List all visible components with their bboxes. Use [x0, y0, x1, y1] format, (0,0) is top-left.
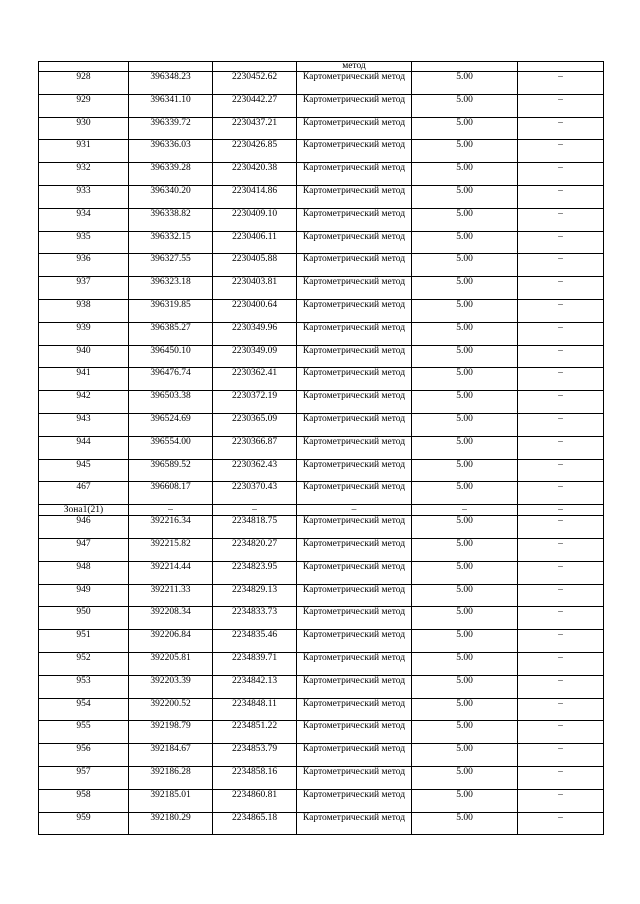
cell-description: –	[518, 505, 604, 516]
cell-accuracy	[412, 62, 518, 72]
cell-accuracy: 5.00	[412, 721, 518, 744]
cell-x: 392185.01	[129, 789, 213, 812]
table-row	[39, 231, 604, 254]
cell-accuracy: 5.00	[412, 94, 518, 117]
cell-description: –	[518, 254, 604, 277]
cell-accuracy: 5.00	[412, 675, 518, 698]
cell-accuracy: 5.00	[412, 459, 518, 482]
cell-y: 2234865.18	[213, 812, 297, 835]
cell-y: 2234858.16	[213, 766, 297, 789]
cell-method: Картометрический метод	[297, 766, 412, 789]
cell-x: 396503.38	[129, 391, 213, 414]
cell-point-number: 957	[39, 766, 129, 789]
cell-x: 396327.55	[129, 254, 213, 277]
cell-method: Картометрический метод	[297, 538, 412, 561]
cell-method: Картометрический метод	[297, 812, 412, 835]
cell-accuracy: –	[412, 505, 518, 516]
cell-y: 2234818.75	[213, 516, 297, 539]
cell-point-number	[39, 62, 129, 72]
cell-point-number: 955	[39, 721, 129, 744]
cell-y: 2230437.21	[213, 117, 297, 140]
cell-description: –	[518, 72, 604, 95]
table-row	[39, 812, 604, 835]
cell-method: метод	[297, 62, 412, 72]
cell-accuracy: 5.00	[412, 322, 518, 345]
cell-x: 392208.34	[129, 607, 213, 630]
cell-x: 392215.82	[129, 538, 213, 561]
cell-description: –	[518, 584, 604, 607]
cell-y: 2234860.81	[213, 789, 297, 812]
cell-x: 392206.84	[129, 630, 213, 653]
cell-x: 396385.27	[129, 322, 213, 345]
cell-y: 2230403.81	[213, 277, 297, 300]
table-row	[39, 391, 604, 414]
table-row	[39, 72, 604, 95]
cell-point-number: 932	[39, 163, 129, 186]
cell-point-number: 467	[39, 482, 129, 505]
cell-description: –	[518, 812, 604, 835]
cell-method: Картометрический метод	[297, 413, 412, 436]
table-row	[39, 413, 604, 436]
table-row	[39, 322, 604, 345]
cell-point-number: 942	[39, 391, 129, 414]
cell-method: Картометрический метод	[297, 436, 412, 459]
cell-accuracy: 5.00	[412, 163, 518, 186]
cell-y: 2230414.86	[213, 185, 297, 208]
cell-description: –	[518, 516, 604, 539]
cell-accuracy: 5.00	[412, 299, 518, 322]
cell-y: 2230349.09	[213, 345, 297, 368]
cell-x: 396450.10	[129, 345, 213, 368]
cell-y: 2230370.43	[213, 482, 297, 505]
cell-x: 392184.67	[129, 744, 213, 767]
cell-accuracy: 5.00	[412, 413, 518, 436]
cell-description	[518, 62, 604, 72]
cell-description: –	[518, 140, 604, 163]
table-row	[39, 140, 604, 163]
cell-y: 2234853.79	[213, 744, 297, 767]
cell-y: 2230405.88	[213, 254, 297, 277]
cell-description: –	[518, 459, 604, 482]
cell-method: Картометрический метод	[297, 789, 412, 812]
cell-accuracy: 5.00	[412, 368, 518, 391]
cell-x: 396589.52	[129, 459, 213, 482]
cell-point-number: 939	[39, 322, 129, 345]
cell-x: 392216.34	[129, 516, 213, 539]
cell-accuracy: 5.00	[412, 812, 518, 835]
cell-x	[129, 62, 213, 72]
cell-description: –	[518, 163, 604, 186]
cell-x: 396608.17	[129, 482, 213, 505]
table-row	[39, 208, 604, 231]
cell-point-number: 949	[39, 584, 129, 607]
cell-method: Картометрический метод	[297, 94, 412, 117]
table-row	[39, 277, 604, 300]
cell-point-number: 944	[39, 436, 129, 459]
table-row	[39, 744, 604, 767]
cell-method: Картометрический метод	[297, 185, 412, 208]
cell-point-number: 946	[39, 516, 129, 539]
cell-method: Картометрический метод	[297, 607, 412, 630]
cell-description: –	[518, 277, 604, 300]
cell-method: Картометрический метод	[297, 561, 412, 584]
cell-description: –	[518, 789, 604, 812]
cell-description: –	[518, 607, 604, 630]
table-row	[39, 584, 604, 607]
table-row	[39, 721, 604, 744]
cell-x: 396339.72	[129, 117, 213, 140]
cell-point-number: 947	[39, 538, 129, 561]
cell-accuracy: 5.00	[412, 538, 518, 561]
cell-method: Картометрический метод	[297, 721, 412, 744]
cell-x: 396554.00	[129, 436, 213, 459]
cell-accuracy: 5.00	[412, 117, 518, 140]
cell-y: 2230420.38	[213, 163, 297, 186]
cell-x: 396340.20	[129, 185, 213, 208]
cell-accuracy: 5.00	[412, 584, 518, 607]
cell-method: Картометрический метод	[297, 482, 412, 505]
cell-method: Картометрический метод	[297, 652, 412, 675]
cell-x: 396338.82	[129, 208, 213, 231]
cell-y: 2234839.71	[213, 652, 297, 675]
cell-y: 2230442.27	[213, 94, 297, 117]
table-row	[39, 345, 604, 368]
cell-accuracy: 5.00	[412, 516, 518, 539]
cell-y: 2234848.11	[213, 698, 297, 721]
cell-point-number: 959	[39, 812, 129, 835]
cell-description: –	[518, 322, 604, 345]
cell-y: 2230426.85	[213, 140, 297, 163]
continuation-row	[39, 62, 604, 72]
cell-accuracy: 5.00	[412, 277, 518, 300]
cell-y: 2230362.43	[213, 459, 297, 482]
cell-method: Картометрический метод	[297, 698, 412, 721]
cell-x: 396319.85	[129, 299, 213, 322]
cell-y	[213, 62, 297, 72]
cell-point-number: 950	[39, 607, 129, 630]
table-row	[39, 368, 604, 391]
cell-x: 392198.79	[129, 721, 213, 744]
cell-y: 2230409.10	[213, 208, 297, 231]
cell-y: 2230452.62	[213, 72, 297, 95]
cell-point-number: 936	[39, 254, 129, 277]
cell-method: Картометрический метод	[297, 584, 412, 607]
cell-x: 396339.28	[129, 163, 213, 186]
cell-description: –	[518, 652, 604, 675]
cell-x: 396332.15	[129, 231, 213, 254]
cell-x: 396323.18	[129, 277, 213, 300]
cell-method: Картометрический метод	[297, 208, 412, 231]
coordinates-table-body	[39, 62, 604, 835]
cell-point-number: 943	[39, 413, 129, 436]
table-row	[39, 254, 604, 277]
cell-method: Картометрический метод	[297, 72, 412, 95]
table-row	[39, 607, 604, 630]
cell-description: –	[518, 675, 604, 698]
table-row	[39, 482, 604, 505]
table-row	[39, 561, 604, 584]
cell-accuracy: 5.00	[412, 345, 518, 368]
cell-y: –	[213, 505, 297, 516]
cell-description: –	[518, 299, 604, 322]
cell-x: 392200.52	[129, 698, 213, 721]
cell-x: 396348.23	[129, 72, 213, 95]
cell-accuracy: 5.00	[412, 630, 518, 653]
cell-x: 392203.39	[129, 675, 213, 698]
cell-description: –	[518, 482, 604, 505]
table-row	[39, 436, 604, 459]
table-row	[39, 117, 604, 140]
cell-x: –	[129, 505, 213, 516]
cell-method: Картометрический метод	[297, 368, 412, 391]
table-row	[39, 538, 604, 561]
table-row	[39, 789, 604, 812]
cell-accuracy: 5.00	[412, 698, 518, 721]
cell-accuracy: 5.00	[412, 766, 518, 789]
cell-accuracy: 5.00	[412, 72, 518, 95]
table-row	[39, 185, 604, 208]
cell-point-number: 929	[39, 94, 129, 117]
cell-point-number: 945	[39, 459, 129, 482]
cell-method: Картометрический метод	[297, 675, 412, 698]
cell-accuracy: 5.00	[412, 391, 518, 414]
cell-description: –	[518, 538, 604, 561]
cell-y: 2234842.13	[213, 675, 297, 698]
cell-point-number: 934	[39, 208, 129, 231]
cell-description: –	[518, 391, 604, 414]
cell-accuracy: 5.00	[412, 607, 518, 630]
cell-point-number: 958	[39, 789, 129, 812]
cell-point-number: 928	[39, 72, 129, 95]
cell-point-number: 954	[39, 698, 129, 721]
cell-accuracy: 5.00	[412, 652, 518, 675]
table-row	[39, 516, 604, 539]
cell-accuracy: 5.00	[412, 482, 518, 505]
cell-method: Картометрический метод	[297, 299, 412, 322]
cell-y: 2230365.09	[213, 413, 297, 436]
cell-method: Картометрический метод	[297, 391, 412, 414]
cell-point-number: 935	[39, 231, 129, 254]
cell-y: 2234835.46	[213, 630, 297, 653]
cell-description: –	[518, 698, 604, 721]
cell-method: Картометрический метод	[297, 630, 412, 653]
cell-accuracy: 5.00	[412, 254, 518, 277]
cell-description: –	[518, 368, 604, 391]
cell-description: –	[518, 413, 604, 436]
cell-x: 396476.74	[129, 368, 213, 391]
cell-method: Картометрический метод	[297, 163, 412, 186]
cell-description: –	[518, 721, 604, 744]
table-row	[39, 459, 604, 482]
cell-point-number: 931	[39, 140, 129, 163]
cell-point-number: 941	[39, 368, 129, 391]
cell-description: –	[518, 766, 604, 789]
cell-point-number: 953	[39, 675, 129, 698]
cell-x: 392205.81	[129, 652, 213, 675]
table-row	[39, 299, 604, 322]
table-row	[39, 94, 604, 117]
table-row	[39, 675, 604, 698]
cell-y: 2234851.22	[213, 721, 297, 744]
cell-x: 392214.44	[129, 561, 213, 584]
cell-point-number: 951	[39, 630, 129, 653]
cell-description: –	[518, 436, 604, 459]
cell-y: 2230366.87	[213, 436, 297, 459]
cell-point-number: 940	[39, 345, 129, 368]
cell-point-number: 948	[39, 561, 129, 584]
cell-x: 392211.33	[129, 584, 213, 607]
cell-point-number: 930	[39, 117, 129, 140]
cell-accuracy: 5.00	[412, 208, 518, 231]
cell-y: 2230400.64	[213, 299, 297, 322]
cell-y: 2230406.11	[213, 231, 297, 254]
cell-accuracy: 5.00	[412, 140, 518, 163]
cell-accuracy: 5.00	[412, 561, 518, 584]
table-row	[39, 652, 604, 675]
cell-accuracy: 5.00	[412, 789, 518, 812]
cell-method: –	[297, 505, 412, 516]
coordinates-table	[38, 61, 604, 835]
cell-y: 2234820.27	[213, 538, 297, 561]
cell-description: –	[518, 561, 604, 584]
cell-method: Картометрический метод	[297, 254, 412, 277]
cell-x: 396524.69	[129, 413, 213, 436]
cell-x: 396336.03	[129, 140, 213, 163]
cell-method: Картометрический метод	[297, 516, 412, 539]
cell-description: –	[518, 345, 604, 368]
cell-description: –	[518, 117, 604, 140]
cell-y: 2230362.41	[213, 368, 297, 391]
cell-zone-label: Зона1(21)	[39, 505, 129, 516]
cell-accuracy: 5.00	[412, 436, 518, 459]
cell-point-number: 956	[39, 744, 129, 767]
cell-y: 2234823.95	[213, 561, 297, 584]
cell-method: Картометрический метод	[297, 459, 412, 482]
cell-method: Картометрический метод	[297, 277, 412, 300]
cell-y: 2230372.19	[213, 391, 297, 414]
cell-description: –	[518, 744, 604, 767]
cell-x: 396341.10	[129, 94, 213, 117]
cell-accuracy: 5.00	[412, 231, 518, 254]
cell-description: –	[518, 231, 604, 254]
cell-description: –	[518, 630, 604, 653]
cell-method: Картометрический метод	[297, 744, 412, 767]
cell-point-number: 952	[39, 652, 129, 675]
cell-point-number: 933	[39, 185, 129, 208]
cell-x: 392186.28	[129, 766, 213, 789]
cell-description: –	[518, 94, 604, 117]
cell-accuracy: 5.00	[412, 185, 518, 208]
cell-point-number: 938	[39, 299, 129, 322]
cell-method: Картометрический метод	[297, 231, 412, 254]
cell-method: Картометрический метод	[297, 322, 412, 345]
cell-point-number: 937	[39, 277, 129, 300]
cell-method: Картометрический метод	[297, 345, 412, 368]
cell-y: 2234833.73	[213, 607, 297, 630]
table-row	[39, 163, 604, 186]
cell-x: 392180.29	[129, 812, 213, 835]
cell-method: Картометрический метод	[297, 117, 412, 140]
cell-accuracy: 5.00	[412, 744, 518, 767]
cell-method: Картометрический метод	[297, 140, 412, 163]
table-row	[39, 630, 604, 653]
zone-row	[39, 505, 604, 516]
cell-y: 2230349.96	[213, 322, 297, 345]
cell-description: –	[518, 208, 604, 231]
table-row	[39, 698, 604, 721]
cell-description: –	[518, 185, 604, 208]
table-row	[39, 766, 604, 789]
cell-y: 2234829.13	[213, 584, 297, 607]
